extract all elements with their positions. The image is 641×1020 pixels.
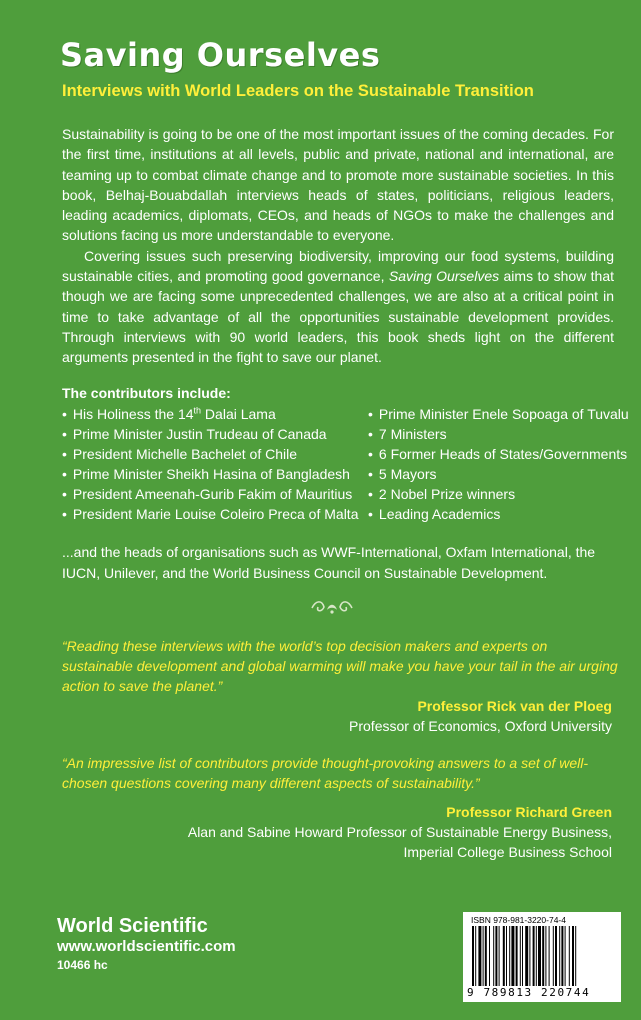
publisher-block	[57, 914, 236, 974]
contributor-text: President Michelle Bachelet of Chile	[72, 446, 298, 462]
review-quote-2: “An impressive list of contributors provide thought-provoking answers to a set of well-chosen questions covering many different aspects of sustainability.”	[62, 755, 589, 791]
contributor-text: President Ameenah-Gurib Fakim of Mauritius	[72, 486, 353, 502]
contributor-item: • 5 Mayors	[368, 464, 629, 484]
contributor-text: Prime Minister Justin Trudeau of Canada	[72, 426, 327, 442]
contributor-item	[62, 444, 358, 464]
review-quote-1: “Reading these interviews with the world’s top decision makers and experts on sustainable development and global warming will make you have your tail in the air urging action to save the planet.”	[62, 638, 618, 694]
ornament-icon	[310, 598, 354, 616]
blurb-p2-title: Saving Ourselves	[388, 268, 500, 285]
contributors-heading: The contributors include:	[62, 385, 231, 401]
contributor-item: • 2 Nobel Prize winners	[368, 484, 629, 504]
contributor-text: President Marie Louise Coleiro Preca of Malta	[72, 506, 359, 522]
review-attribution-1	[349, 696, 612, 736]
reviewer-role-1: Professor of Economics, Oxford University	[349, 718, 612, 734]
reviewer-name-2: Professor Richard Green	[446, 804, 612, 820]
isbn-barcode	[463, 912, 621, 1002]
contributor-item	[62, 404, 358, 424]
contributor-sup: th	[193, 405, 202, 416]
blurb-p2-before: Covering issues such preserving biodiversity, improving our food systems, building sustainable cities, and promoting good governance,	[62, 247, 614, 285]
publisher-code: 10466 hc	[57, 958, 108, 972]
book-subtitle: Interviews with World Leaders on the Sustainable Transition	[62, 82, 534, 100]
contributor-item: • 7 Ministers	[368, 424, 629, 444]
contributor-text: His Holiness the 14	[72, 406, 194, 422]
reviewer-role-2-line-2: Imperial College Business School	[403, 844, 612, 860]
contributor-item	[62, 424, 358, 444]
reviewer-role-2-line-1: Alan and Sabine Howard Professor of Sustainable Energy Business,	[187, 824, 612, 840]
reviewer-name-1: Professor Rick van der Ploeg	[417, 698, 612, 714]
blurb-paragraph-2	[62, 246, 614, 368]
book-title: Saving Ourselves	[60, 36, 381, 74]
publisher-name: World Scientific	[57, 915, 208, 937]
blurb-paragraph-1: Sustainability is going to be one of the most important issues of the coming decades. For the first time, institutions at all levels, public and private, national and international, are teaming up to combat climate change and to promote more sustainable societies. In this book, Belhaj-Bouabdallah interviews heads of states, politicians, religious leaders, leading academics, diplomats, CEOs, and heads of NGOs to make the challenges and solutions facing us more understandable to everyone.	[62, 126, 614, 244]
contributors-list-left	[62, 404, 358, 524]
publisher-url: www.worldscientific.com	[57, 938, 236, 955]
blurb-text	[62, 124, 614, 368]
review-attribution-2	[188, 802, 612, 862]
contributor-text: Prime Minister Sheikh Hasina of Bangladesh	[72, 466, 350, 482]
isbn-text: ISBN 978-981-3220-74-4	[471, 915, 566, 925]
contributor-item	[62, 504, 358, 524]
contributor-item	[62, 484, 358, 504]
contributor-item: • Prime Minister Enele Sopoaga of Tuvalu	[368, 404, 629, 424]
contributors-list-right	[368, 404, 629, 524]
contributor-item: • 6 Former Heads of States/Governments	[368, 444, 629, 464]
contributor-text-post: Dalai Lama	[201, 406, 276, 422]
blurb-p2-after: aims to show that though we are facing some unprecedented challenges, we are also at a critical point in time to take advantage of all the opportunities sustainable development provides. Through interviews with 90 world leaders, this book sheds light on the different arguments presented in the fight to save our planet.	[62, 268, 615, 366]
barcode-digits: 9 789813 220744	[467, 986, 591, 999]
contributor-item: • Leading Academics	[368, 504, 629, 524]
organisations-text: ...and the heads of organisations such as WWF-International, Oxfam International, the IUCN, Unilever, and the World Business Council on Sustainable Development.	[62, 544, 596, 581]
barcode-bars-icon	[471, 926, 613, 986]
contributor-item	[62, 464, 358, 484]
